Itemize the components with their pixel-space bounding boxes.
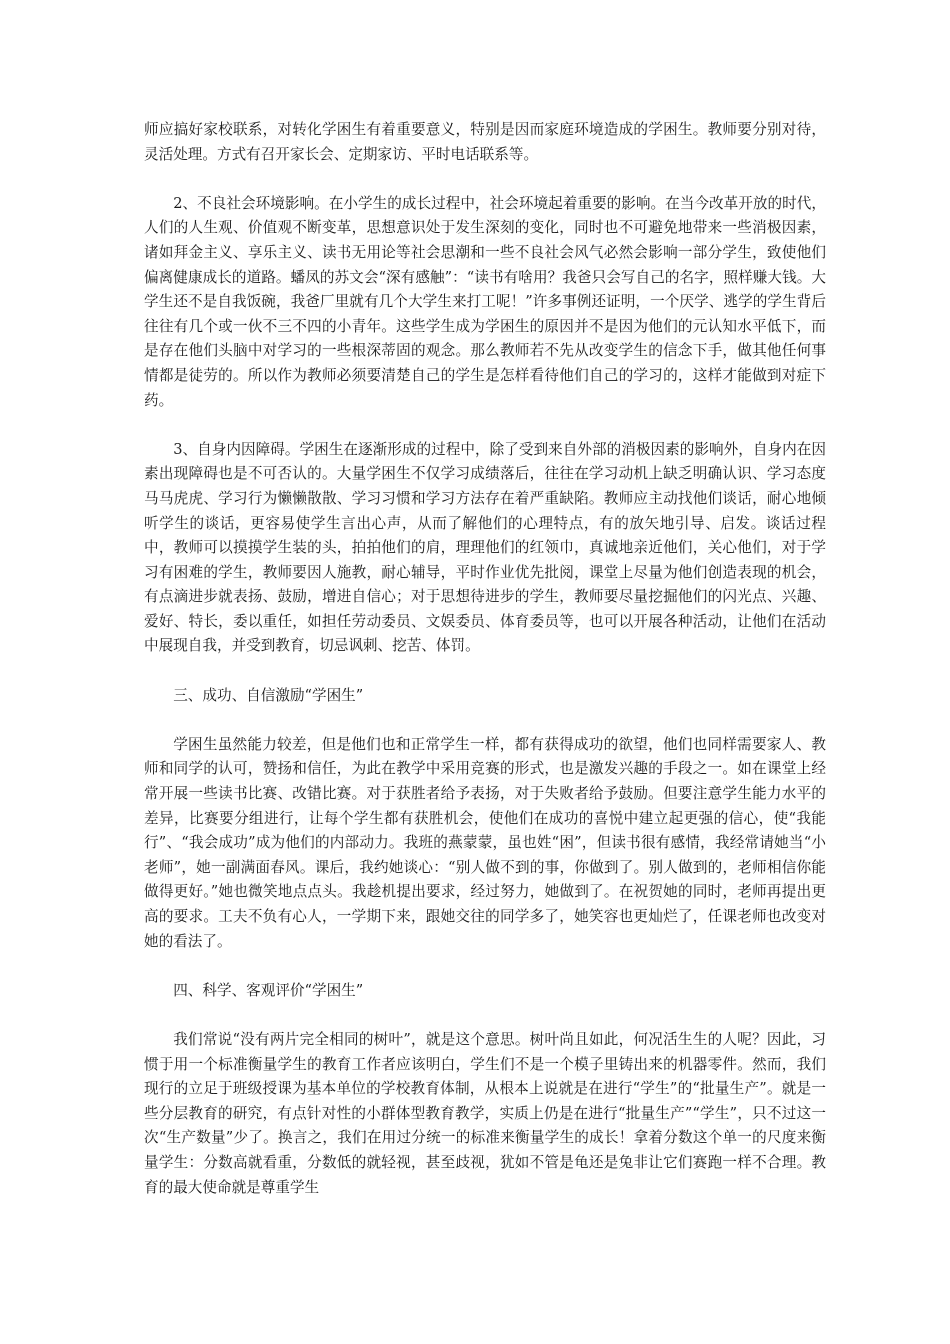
- section-heading-success-confidence: 三、成功、自信激励“学困生”: [173, 686, 364, 704]
- paragraph-home-school-contact: 师应搞好家校联系，对转化学困生有着重要意义，特别是因而家庭环境造成的学困生。教师要分别对待，灵活处理。方式有召开家长会、定期家访、平时电话联系等。: [144, 121, 826, 163]
- document-page: [144, 118, 826, 1225]
- paragraph-competition-encouragement: 学困生虽然能力较差，但是他们也和正常学生一样，都有获得成功的欲望，他们也同样需要家人、教师和同学的认可，赞扬和信任，为此在教学中采用竞赛的形式，也是激发兴趣的手段之一。如在课堂上经常开展一些读书比赛、改错比赛。对于获胜者给予表扬，对于失败者给予鼓励。但要注意学生能力水平的差异，比赛要分组进行，让每个学生都有获胜机会，使他们在成功的喜悦中建立起更强的信心，使“我能行”、“我会成功”成为他们的内部动力。我班的燕蒙蒙，虽也姓“困”，但读书很有感情，我经常请她当“小老师”，她一副满面春风。课后，我约她谈心：“别人做不到的事，你做到了。别人做到的，老师相信你能做得更好。”她也微笑地点点头。我趁机提出要求，经过努力，她做到了。在祝贺她的同时，老师再提出更高的要求。工夫不负有心人，一学期下来，跟她交往的同学多了，她笑容也更灿烂了，任课老师也改变对她的看法了。: [144, 735, 826, 950]
- paragraph-social-environment: 2、不良社会环境影响。在小学生的成长过程中，社会环境起着重要的影响。在当今改革开放的时代，人们的人生观、价值观不断变革，思想意识处于发生深刻的变化，同时也不可避免地带来一些消极因素，诸如拜金主义、享乐主义、读书无用论等社会思潮和一些不良社会风气必然会影响一部分学生，致使他们偏离健康成长的道路。蟠凤的苏文会“深有感触”：“读书有啥用？我爸只会写自己的名字，照样赚大钱。大学生还不是自我饭碗，我爸厂里就有几个大学生来打工呢！”许多事例还证明，一个厌学、逃学的学生背后往往有几个或一伙不三不四的小青年。这些学生成为学困生的原因并不是因为他们的元认知水平低下，而是存在他们头脑中对学习的一些根深蒂固的观念。那么教师若不先从改变学生的信念下手，做其他任何事情都是徒劳的。所以作为教师必须要清楚自己的学生是怎样看待他们自己的学习的，这样才能做到对症下药。: [144, 194, 826, 409]
- paragraph-no-identical-leaves: 我们常说“没有两片完全相同的树叶”，就是这个意思。树叶尚且如此，何况活生生的人呢？因此，习惯于用一个标准衡量学生的教育工作者应该明白，学生们不是一个模子里铸出来的机器零件。然而，我们现行的立足于班级授课为基本单位的学校教育体制，从根本上说就是在进行“学生”的“批量生产”。就是一些分层教育的研究，有点针对性的小群体型教育教学，实质上仍是在进行“批量生产”“学生”，只不过这一次“生产数量”少了。换言之，我们在用过分统一的标准来衡量学生的成长！拿着分数这个单一的尺度来衡量学生：分数高就看重，分数低的就轻视，甚至歧视，犹如不管是龟还是兔非让它们赛跑一样不合理。教育的最大使命就是尊重学生: [144, 1030, 826, 1196]
- paragraph-internal-obstacles: 3、自身内因障碍。学困生在逐渐形成的过程中，除了受到来自外部的消极因素的影响外，自身内在因素出现障碍也是不可否认的。大量学困生不仅学习成绩落后，往往在学习动机上缺乏明确认识、学习态度马马虎虎、学习行为懒懒散散、学习习惯和学习方法存在着严重缺陷。教师应主动找他们谈话，耐心地倾听学生的谈话，更容易使学生言出心声，从而了解他们的心理特点，有的放矢地引导、启发。谈话过程中，教师可以摸摸学生装的头，拍拍他们的肩，理理他们的红领巾，真诚地亲近他们，关心他们，对于学习有困难的学生，教师要因人施教，耐心辅导，平时作业优先批阅，课堂上尽量为他们创造表现的机会，有点滴进步就表扬、鼓励，增进自信心；对于思想待进步的学生，教师要尽量挖掘他们的闪光点、兴趣、爱好、特长，委以重任，如担任劳动委员、文娱委员、体育委员等，也可以开展各种活动，让他们在活动中展现自我，并受到教育，切忌讽刺、挖苦、体罚。: [144, 440, 826, 655]
- section-heading-objective-evaluation: 四、科学、客观评价“学困生”: [173, 981, 364, 999]
